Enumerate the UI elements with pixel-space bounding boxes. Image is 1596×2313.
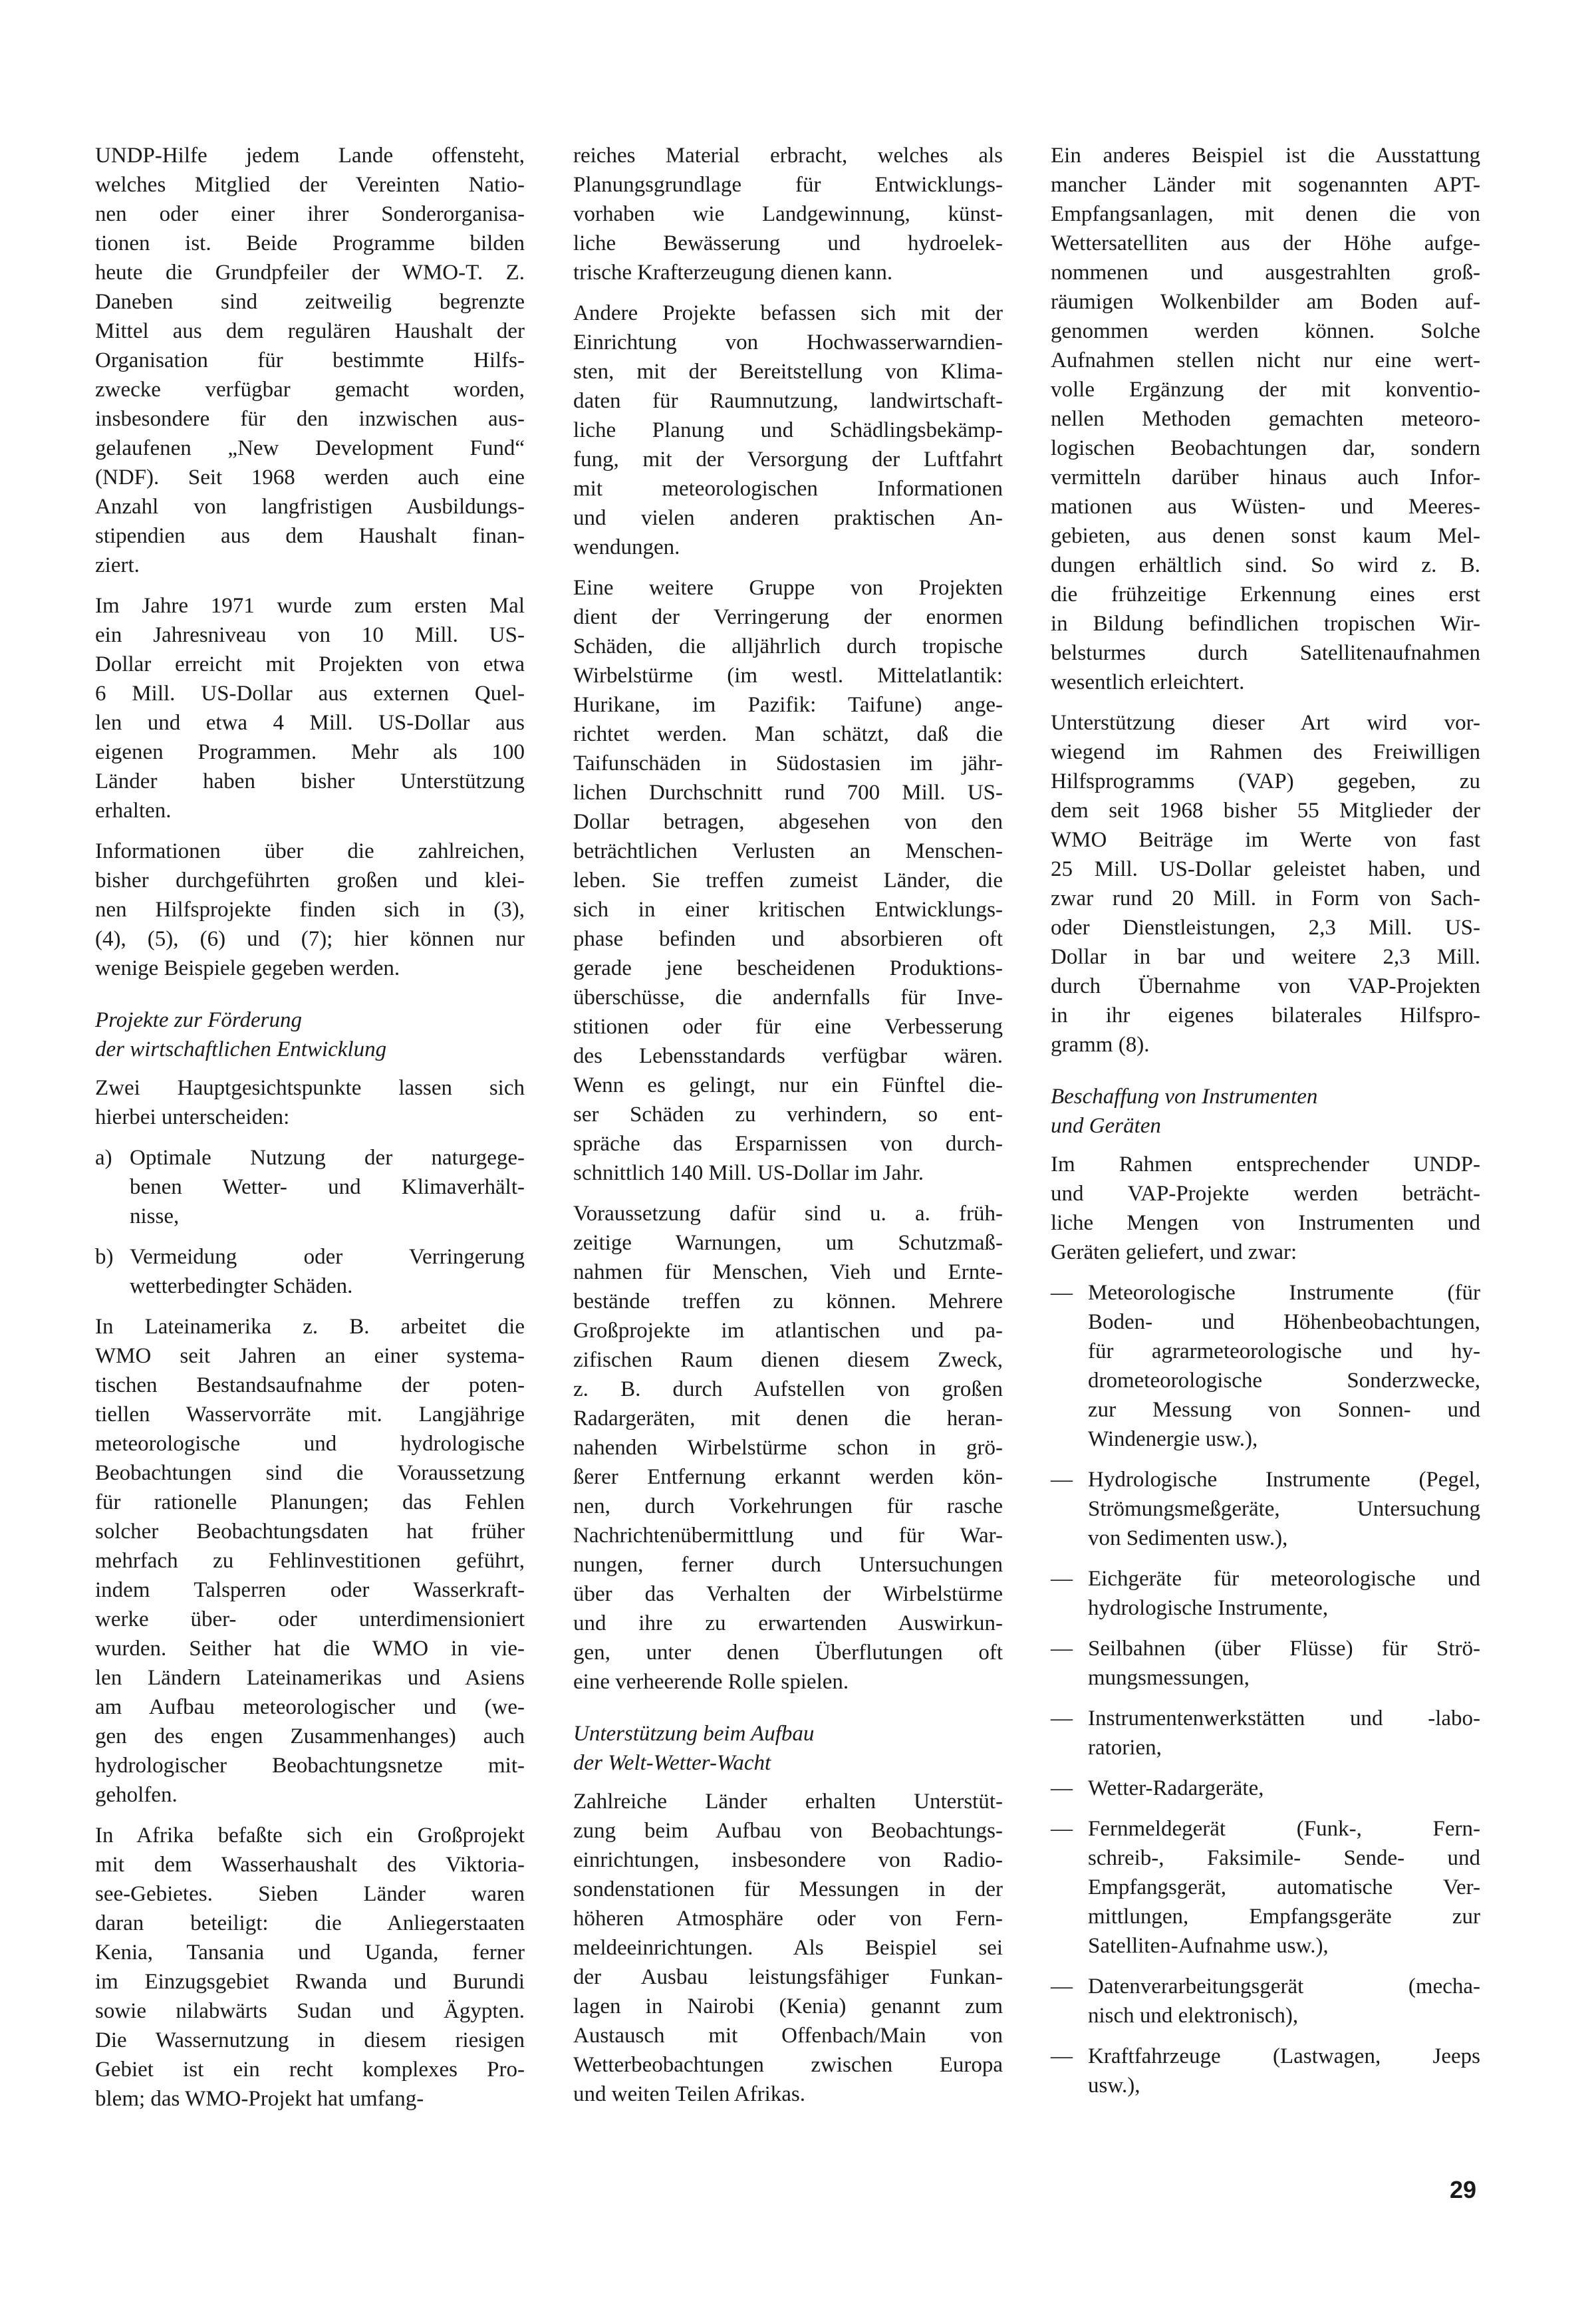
text-line: gen des engen Zusammenhanges) auch [95, 1724, 525, 1748]
text-line: der wirtschaftlichen Entwicklung [95, 1037, 387, 1061]
text-line: drometeorologische Sonderzwecke, [1088, 1369, 1480, 1393]
list-item [1051, 1814, 1480, 1961]
text-line: Vermeidung oder Verringerung [130, 1245, 525, 1269]
text-line: Zwei Hauptgesichtspunkte lassen sich [95, 1076, 525, 1100]
text-line: im Einzugsgebiet Rwanda und Burundi [95, 1970, 525, 1994]
text-line: (NDF). Seit 1968 werden auch eine [95, 466, 525, 489]
text-line: nisse, [130, 1204, 180, 1228]
list-marker: — [1051, 1637, 1073, 1661]
text-line: lagen in Nairobi (Kenia) genannt zum [573, 1994, 1003, 2018]
text-line: Planungsgrundlage für Entwicklungs- [573, 173, 1003, 197]
text-line: solcher Beobachtungsdaten hat früher [95, 1520, 525, 1544]
text-line: meldeeinrichtungen. Als Beispiel sei [573, 1936, 1003, 1960]
paragraph [95, 1312, 525, 1810]
text-line: nisch und elektronisch), [1088, 2004, 1299, 2028]
paragraph [95, 1073, 525, 1132]
text-line: tischen Bestandsaufnahme der poten- [95, 1373, 525, 1397]
text-line: Nachrichtenübermittlung und für War- [573, 1524, 1003, 1548]
text-line: blem; das WMO-Projekt hat umfang- [95, 2087, 424, 2111]
text-line: nen Hilfsprojekte finden sich in (3), [95, 898, 525, 922]
text-line: Hilfsprogramms (VAP) gegeben, zu [1051, 769, 1480, 793]
text-line: oder Dienstleistungen, 2,3 Mill. US- [1051, 916, 1480, 940]
text-line: Daneben sind zeitweilig begrenzte [95, 290, 525, 314]
text-line: nungen, ferner durch Untersuchungen [573, 1553, 1003, 1577]
text-line: zwar rund 20 Mill. in Form von Sach- [1051, 886, 1480, 910]
list-item [1051, 1774, 1480, 1803]
text-line: In Lateinamerika z. B. arbeitet die [95, 1315, 525, 1339]
text-line: reiches Material erbracht, welches als [573, 144, 1003, 168]
text-line: Instrumentenwerkstätten und -labo- [1088, 1706, 1480, 1730]
text-line: genommen werden können. Solche [1051, 319, 1480, 343]
list-marker: — [1051, 1567, 1073, 1591]
text-line: logischen Beobachtungen dar, sondern [1051, 436, 1480, 460]
text-line: liche Mengen von Instrumenten und [1051, 1211, 1480, 1235]
list-item [95, 1143, 525, 1231]
text-line: nahenden Wirbelstürme schon in grö- [573, 1436, 1003, 1460]
text-line: WMO Beiträge im Werte von fast [1051, 828, 1480, 852]
text-line: Länder haben bisher Unterstützung [95, 769, 525, 793]
text-line: Wetterbeobachtungen zwischen Europa [573, 2053, 1003, 2077]
text-line: in Bildung befindlichen tropischen Wir- [1051, 612, 1480, 636]
text-line: z. B. durch Aufstellen von großen [573, 1377, 1003, 1401]
text-line: am Aufbau meteorologischer und (we- [95, 1695, 525, 1719]
text-line: zung beim Aufbau von Beobachtungs- [573, 1819, 1003, 1843]
paragraph [573, 573, 1003, 1188]
text-line: Ein anderes Beispiel ist die Ausstattung [1051, 144, 1480, 168]
text-line: sich in einer kritischen Entwicklungs- [573, 898, 1003, 922]
text-line: sten, mit der Bereitstellung von Klima- [573, 360, 1003, 384]
text-line: Schäden, die alljährlich durch tropische [573, 634, 1003, 658]
text-column-2 [573, 141, 1003, 2120]
paragraph [573, 141, 1003, 287]
text-line: gen, unter denen Überflutungen oft [573, 1641, 1003, 1665]
text-line: nahmen für Menschen, Vieh und Ernte- [573, 1260, 1003, 1284]
text-line: Geräten geliefert, und zwar: [1051, 1240, 1297, 1264]
text-line: tiellen Wasservorräte mit. Langjährige [95, 1403, 525, 1427]
text-line: len Ländern Lateinamerikas und Asiens [95, 1666, 525, 1690]
text-line: wetterbedingter Schäden. [130, 1274, 353, 1298]
text-line: indem Talsperren oder Wasserkraft- [95, 1578, 525, 1602]
text-line: der Welt-Wetter-Wacht [573, 1751, 771, 1775]
text-line: sondenstationen für Messungen in der [573, 1877, 1003, 1901]
text-line: Im Rahmen entsprechender UNDP- [1051, 1153, 1480, 1176]
list-marker: — [1051, 1468, 1073, 1492]
text-line: Dollar erreicht mit Projekten von etwa [95, 652, 525, 676]
text-line: sowie nilabwärts Sudan und Ägypten. [95, 1999, 525, 2023]
text-line: und Geräten [1051, 1114, 1161, 1138]
text-line: zur Messung von Sonnen- und [1088, 1398, 1480, 1422]
text-line: Eine weitere Gruppe von Projekten [573, 576, 1003, 600]
text-line: in ihr eigenes bilaterales Hilfspro- [1051, 1004, 1480, 1027]
list-item [1051, 1278, 1480, 1454]
text-line: dem seit 1968 bisher 55 Mitglieder der [1051, 799, 1480, 823]
text-line: Dollar betragen, abgesehen von den [573, 810, 1003, 834]
text-line: Optimale Nutzung der naturgege- [130, 1146, 525, 1170]
text-line: werke über- oder unterdimensioniert [95, 1607, 525, 1631]
text-line: phase befinden und absorbieren oft [573, 927, 1003, 951]
text-line: ratorien, [1088, 1736, 1162, 1760]
text-line: Wirbelstürme (im westl. Mittelatlantik: [573, 664, 1003, 688]
section-heading [1051, 1082, 1480, 1141]
text-line: und VAP-Projekte werden beträcht- [1051, 1182, 1480, 1206]
text-line: stipendien aus dem Haushalt finan- [95, 524, 525, 548]
text-line: ser Schäden zu verhindern, so ent- [573, 1103, 1003, 1127]
text-line: Wenn es gelingt, nur ein Fünftel die- [573, 1073, 1003, 1097]
text-line: mit meteorologischen Informationen [573, 477, 1003, 501]
text-line: Fernmeldegerät (Funk-, Fern- [1088, 1817, 1480, 1841]
text-line: Informationen über die zahlreichen, [95, 839, 525, 863]
text-line: wendungen. [573, 535, 680, 559]
text-line: Taifunschäden in Südostasien im jähr- [573, 751, 1003, 775]
text-line: bestände treffen zu können. Mehrere [573, 1290, 1003, 1313]
text-line: dient der Verringerung der enormen [573, 605, 1003, 629]
text-column-3 [1051, 141, 1480, 2111]
text-line: Unterstützung dieser Art wird vor- [1051, 711, 1480, 735]
text-line: erhalten. [95, 799, 172, 823]
text-line: mationen aus Wüsten- und Meeres- [1051, 495, 1480, 519]
text-line: volle Ergänzung der mit konventio- [1051, 378, 1480, 402]
paragraph [573, 1199, 1003, 1697]
text-line: Satelliten-Aufnahme usw.), [1088, 1934, 1329, 1958]
text-line: wiegend im Rahmen des Freiwilligen [1051, 740, 1480, 764]
text-line: überschüsse, die andernfalls für Inve- [573, 986, 1003, 1010]
text-line: für agrarmeteorologische und hy- [1088, 1339, 1480, 1363]
paragraph [95, 141, 525, 580]
text-line: Seilbahnen (über Flüsse) für Strö- [1088, 1637, 1480, 1661]
text-line: Radargeräten, mit denen die heran- [573, 1407, 1003, 1430]
list-marker: — [1051, 1974, 1073, 1998]
text-line: Windenergie usw.), [1088, 1427, 1258, 1451]
text-line: Andere Projekte befassen sich mit der [573, 301, 1003, 325]
text-line: WMO seit Jahren an einer systema- [95, 1344, 525, 1368]
text-line: gebieten, aus denen sonst kaum Mel- [1051, 524, 1480, 548]
text-line: durch Übernahme von VAP-Projekten [1051, 974, 1480, 998]
text-line: nommenen und ausgestrahlten groß- [1051, 261, 1480, 285]
text-line: Wetter-Radargeräte, [1088, 1776, 1264, 1800]
text-line: Beschaffung von Instrumenten [1051, 1085, 1318, 1109]
list-marker: — [1051, 1817, 1073, 1841]
text-line: mehrfach zu Fehlinvestitionen geführt, [95, 1549, 525, 1573]
text-line: eigenen Programmen. Mehr als 100 [95, 740, 525, 764]
text-line: Austausch mit Offenbach/Main von [573, 2024, 1003, 2048]
text-line: Boden- und Höhenbeobachtungen, [1088, 1310, 1480, 1334]
text-line: usw.), [1088, 2074, 1140, 2098]
text-line: nen, durch Vorkehrungen für rasche [573, 1494, 1003, 1518]
text-line: daten für Raumnutzung, landwirtschaft- [573, 389, 1003, 413]
list-item [1051, 1564, 1480, 1623]
paragraph [95, 591, 525, 825]
text-line: schnittlich 140 Mill. US-Dollar im Jahr. [573, 1161, 924, 1185]
list-item [1051, 1972, 1480, 2030]
text-line: mittlungen, Empfangsgeräte zur [1088, 1905, 1480, 1929]
text-line: Einrichtung von Hochwasserwarndien- [573, 331, 1003, 354]
text-line: 25 Mill. US-Dollar geleistet haben, und [1051, 857, 1480, 881]
paragraph [1051, 141, 1480, 697]
text-line: Voraussetzung dafür sind u. a. früh- [573, 1202, 1003, 1226]
text-line: mungsmessungen, [1088, 1666, 1250, 1690]
text-line: hierbei unterscheiden: [95, 1105, 290, 1129]
text-line: benen Wetter- und Klimaverhält- [130, 1175, 525, 1199]
text-line: Dollar in bar und weitere 2,3 Mill. [1051, 945, 1480, 969]
text-line: Aufnahmen stellen nicht nur eine wert- [1051, 348, 1480, 372]
text-line: lichen Durchschnitt rund 700 Mill. US- [573, 781, 1003, 805]
text-line: Die Wassernutzung in diesem riesigen [95, 2028, 525, 2052]
text-line: Organisation für bestimmte Hilfs- [95, 348, 525, 372]
list-item [1051, 2042, 1480, 2100]
text-line: zeitige Warnungen, um Schutzmaß- [573, 1231, 1003, 1255]
text-line: Mittel aus dem regulären Haushalt der [95, 319, 525, 343]
text-line: ßerer Entfernung erkannt werden kön- [573, 1465, 1003, 1489]
text-line: liche Planung und Schädlingsbekämp- [573, 418, 1003, 442]
text-line: Wettersatelliten aus der Höhe aufge- [1051, 231, 1480, 255]
text-line: ziert. [95, 553, 140, 577]
list-marker: — [1051, 1706, 1073, 1730]
text-column-1 [95, 141, 525, 2125]
text-line: Gebiet ist ein recht komplexes Pro- [95, 2058, 525, 2082]
paragraph [1051, 708, 1480, 1059]
text-line: trische Krafterzeugung dienen kann. [573, 261, 893, 285]
text-line: die frühzeitige Erkennung eines erst [1051, 583, 1480, 607]
text-line: der Ausbau leistungsfähiger Funkan- [573, 1965, 1003, 1989]
text-line: tionen ist. Beide Programme bilden [95, 231, 525, 255]
text-line: leben. Sie treffen zumeist Länder, die [573, 869, 1003, 892]
section-heading [95, 1006, 525, 1064]
text-line: Hydrologische Instrumente (Pegel, [1088, 1468, 1480, 1492]
text-line: len und etwa 4 Mill. US-Dollar aus [95, 711, 525, 735]
text-line: Im Jahre 1971 wurde zum ersten Mal [95, 594, 525, 618]
text-line: für rationelle Planungen; das Fehlen [95, 1490, 525, 1514]
text-line: geholfen. [95, 1783, 178, 1807]
paragraph [573, 299, 1003, 562]
text-line: von Sedimenten usw.), [1088, 1526, 1288, 1550]
text-line: Zahlreiche Länder erhalten Unterstüt- [573, 1790, 1003, 1814]
text-line: Kraftfahrzeuge (Lastwagen, Jeeps [1088, 2044, 1480, 2068]
text-line: belsturmes durch Satellitenaufnahmen [1051, 641, 1480, 665]
text-line: daran beteiligt: die Anliegerstaaten [95, 1911, 525, 1935]
text-line: schreib-, Faksimile- Sende- und [1088, 1846, 1480, 1870]
text-line: mit dem Wasserhaushalt des Viktoria- [95, 1853, 525, 1877]
text-line: Empfangsanlagen, mit denen die von [1051, 202, 1480, 226]
text-line: gerade jene bescheidenen Produktions- [573, 956, 1003, 980]
text-line: und vielen anderen praktischen An- [573, 506, 1003, 530]
text-line: hydrologischer Beobachtungsnetze mit- [95, 1754, 525, 1778]
section-heading [573, 1719, 1003, 1778]
text-line: heute die Grundpfeiler der WMO-T. Z. [95, 261, 525, 285]
text-line: liche Bewässerung und hydroelek- [573, 231, 1003, 255]
list-marker: b) [95, 1245, 114, 1269]
text-line: zwecke verfügbar gemacht worden, [95, 378, 525, 402]
text-line: Datenverarbeitungsgerät (mecha- [1088, 1974, 1480, 1998]
text-line: gramm (8). [1051, 1033, 1150, 1057]
text-line: und weiten Teilen Afrikas. [573, 2082, 805, 2106]
text-line: vermitteln darüber hinaus auch Infor- [1051, 466, 1480, 489]
list-item [1051, 1634, 1480, 1693]
paragraph [573, 1787, 1003, 2109]
text-line: Empfangsgerät, automatische Ver- [1088, 1875, 1480, 1899]
paragraph [95, 1821, 525, 2113]
paragraph [1051, 1150, 1480, 1267]
text-line: Unterstützung beim Aufbau [573, 1722, 815, 1746]
text-line: nellen Methoden gemachten meteoro- [1051, 407, 1480, 431]
text-line: räumigen Wolkenbilder am Boden auf- [1051, 290, 1480, 314]
list-marker: — [1051, 1776, 1073, 1800]
text-line: Eichgeräte für meteorologische und [1088, 1567, 1480, 1591]
text-line: Großprojekte im atlantischen und pa- [573, 1319, 1003, 1343]
text-line: richtet werden. Man schätzt, daß die [573, 722, 1003, 746]
text-line: see-Gebietes. Sieben Länder waren [95, 1882, 525, 1906]
text-line: zifischen Raum dienen diesem Zweck, [573, 1348, 1003, 1372]
text-line: und ihre zu erwartenden Auswirkun- [573, 1611, 1003, 1635]
text-line: über das Verhalten der Wirbelstürme [573, 1582, 1003, 1606]
text-line: Meteorologische Instrumente (für [1088, 1281, 1480, 1305]
text-line: mancher Länder mit sogenannten APT- [1051, 173, 1480, 197]
text-line: des Lebensstandards verfügbar wären. [573, 1044, 1003, 1068]
text-line: insbesondere für den inzwischen aus- [95, 407, 525, 431]
text-line: dungen erhältlich sind. So wird z. B. [1051, 553, 1480, 577]
text-line: nen oder einer ihrer Sonderorganisa- [95, 202, 525, 226]
list-item [95, 1242, 525, 1301]
list-marker: — [1051, 2044, 1073, 2068]
text-line: Hurikane, im Pazifik: Taifune) ange- [573, 693, 1003, 717]
list-item [1051, 1465, 1480, 1553]
text-line: Projekte zur Förderung [95, 1008, 303, 1032]
lettered-list [95, 1143, 525, 1301]
text-line: Strömungsmeßgeräte, Untersuchung [1088, 1497, 1480, 1521]
dash-list [1051, 1278, 1480, 2100]
text-line: einrichtungen, insbesondere von Radio- [573, 1848, 1003, 1872]
text-line: (4), (5), (6) und (7); hier können nur [95, 927, 525, 951]
text-line: Kenia, Tansania und Uganda, ferner [95, 1941, 525, 1965]
text-line: Anzahl von langfristigen Ausbildungs- [95, 495, 525, 519]
text-line: bisher durchgeführten großen und klei- [95, 869, 525, 892]
text-line: ein Jahresniveau von 10 Mill. US- [95, 623, 525, 647]
text-line: welches Mitglied der Vereinten Natio- [95, 173, 525, 197]
text-line: meteorologische und hydrologische [95, 1432, 525, 1456]
list-marker: a) [95, 1146, 112, 1170]
text-line: spräche das Ersparnissen von durch- [573, 1132, 1003, 1156]
text-line: wesentlich erleichtert. [1051, 670, 1245, 694]
text-line: vorhaben wie Landgewinnung, künst- [573, 202, 1003, 226]
text-line: In Afrika befaßte sich ein Großprojekt [95, 1824, 525, 1847]
text-line: UNDP-Hilfe jedem Lande offensteht, [95, 144, 525, 168]
text-line: beträchtlichen Verlusten an Menschen- [573, 839, 1003, 863]
paragraph [95, 837, 525, 983]
text-line: hydrologische Instrumente, [1088, 1596, 1329, 1620]
text-line: wurden. Seither hat die WMO in vie- [95, 1637, 525, 1661]
text-line: eine verheerende Rolle spielen. [573, 1670, 849, 1694]
text-line: fung, mit der Versorgung der Luftfahrt [573, 448, 1003, 472]
text-line: stitionen oder für eine Verbesserung [573, 1015, 1003, 1039]
text-line: Beobachtungen sind die Voraussetzung [95, 1461, 525, 1485]
text-line: 6 Mill. US-Dollar aus externen Quel- [95, 682, 525, 706]
text-line: gelaufenen „New Development Fund“ [95, 436, 525, 460]
list-marker: — [1051, 1281, 1073, 1305]
page-number: 29 [1450, 2176, 1477, 2203]
list-item [1051, 1704, 1480, 1762]
text-line: wenige Beispiele gegeben werden. [95, 956, 400, 980]
text-line: höheren Atmosphäre oder von Fern- [573, 1907, 1003, 1931]
